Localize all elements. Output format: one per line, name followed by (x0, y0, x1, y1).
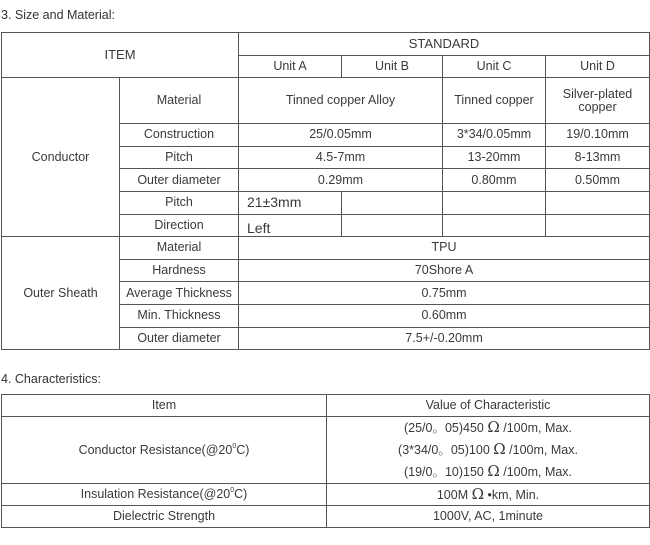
outer-sheath-group-label: Outer Sheath (2, 237, 120, 350)
min-thickness-label: Min. Thickness (120, 304, 239, 327)
size-material-table (1, 32, 650, 350)
sheath-outer-diameter-value: 7.5+/-0.20mm (239, 327, 650, 350)
direction-label: Direction (120, 214, 239, 237)
dielectric-strength-label: Dielectric Strength (2, 506, 327, 528)
conductor-group-label: Conductor (2, 78, 120, 237)
pitch2-a: 21±3mm (239, 191, 342, 214)
construction-ab: 25/0.05mm (239, 124, 443, 147)
direction-c (443, 214, 546, 237)
section-3-heading: 3. Size and Material: (1, 8, 115, 22)
item-header: ITEM (2, 33, 239, 78)
resistance-line-1: (25/0。05)450 Ω /100m, Max. (403, 418, 573, 437)
insulation-resistance-label: Insulation $Resistance(@20^0C)$ (2, 484, 327, 506)
ohm-symbol: Ω (493, 440, 506, 459)
conductor-material-d: Silver-plated copper (546, 78, 650, 124)
pitch2-c (443, 191, 546, 214)
pitch2-d (546, 191, 650, 214)
sheath-material-value: TPU (239, 237, 650, 260)
ohm-symbol: Ω (487, 418, 500, 437)
conductor-outer-diameter-d: 0.50mm (546, 169, 650, 192)
dielectric-strength-value: 1000V, AC, 1minute (327, 506, 650, 528)
direction-a: Left (239, 214, 342, 237)
resistance-line-3: (19/0。10)150 Ω /100m, Max. (403, 461, 573, 480)
insulation-resistance-value: 100M Ω •km, Min. (327, 484, 650, 506)
construction-c: 3*34/0.05mm (443, 124, 546, 147)
conductor-material-ab: Tinned copper Alloy (239, 78, 443, 124)
construction-d: 19/0.10mm (546, 124, 650, 147)
ohm-symbol: Ω (471, 484, 485, 503)
construction-label: Construction (120, 124, 239, 147)
conductor-outer-diameter-ab: 0.29mm (239, 169, 443, 192)
avg-thickness-label: Average Thickness (120, 282, 239, 305)
sheath-material-label: Material (120, 237, 239, 260)
conductor-outer-diameter-c: 0.80mm (443, 169, 546, 192)
pitch2-b (342, 191, 443, 214)
unit-b-header: Unit B (342, 55, 443, 78)
section-4-heading: 4. Characteristics: (1, 372, 102, 386)
direction-d (546, 214, 650, 237)
pitch-label: Pitch (120, 146, 239, 169)
pitch-ab: 4.5-7mm (239, 146, 443, 169)
min-thickness-value: 0.60mm (239, 304, 650, 327)
pitch-d: 8-13mm (546, 146, 650, 169)
resistance-line-2: (3*34/0。05)100 Ω /100m, Max. (398, 440, 578, 459)
conductor-resistance-label: Conductor $Resistance(@20^0C)$ (2, 417, 327, 484)
value-column-header: Value of Characteristic (327, 395, 650, 417)
conductor-outer-diameter-label: Outer diameter (120, 169, 239, 192)
pitch-c: 13-20mm (443, 146, 546, 169)
conductor-material-label: Material (120, 78, 239, 124)
sheath-outer-diameter-label: Outer diameter (120, 327, 239, 350)
hardness-value: 70Shore A (239, 259, 650, 282)
avg-thickness-value: 0.75mm (239, 282, 650, 305)
characteristics-table (1, 394, 650, 528)
standard-header: STANDARD (239, 33, 650, 56)
item-column-header: Item (2, 395, 327, 417)
unit-c-header: Unit C (443, 55, 546, 78)
unit-d-header: Unit D (546, 55, 650, 78)
conductor-resistance-value (327, 417, 650, 484)
hardness-label: Hardness (120, 259, 239, 282)
pitch2-label: Pitch (120, 191, 239, 214)
conductor-material-c: Tinned copper (443, 78, 546, 124)
ohm-symbol: Ω (487, 461, 500, 480)
unit-a-header: Unit A (239, 55, 342, 78)
direction-b (342, 214, 443, 237)
